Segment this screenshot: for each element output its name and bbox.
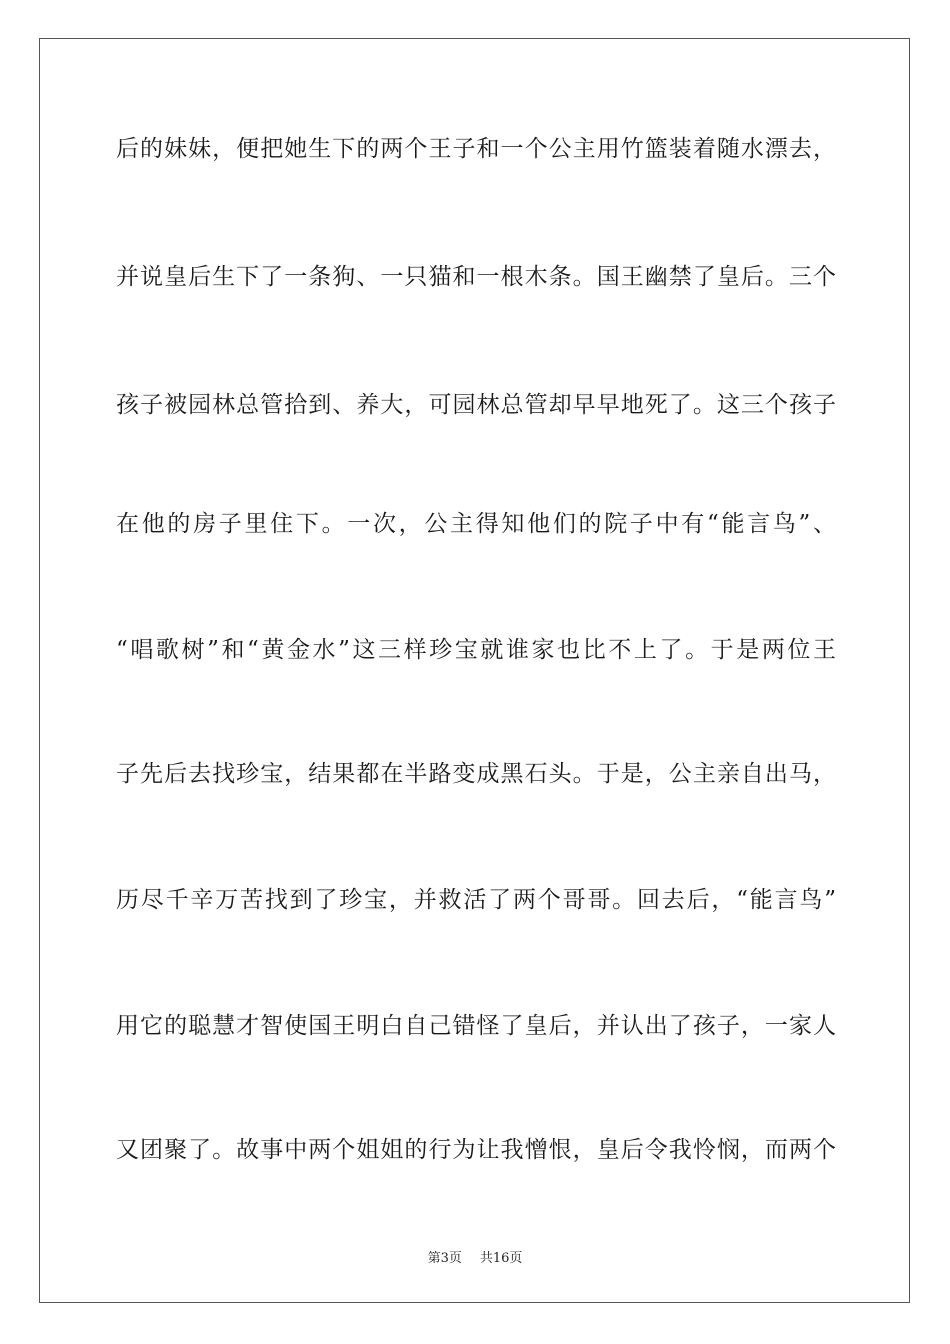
text-line: 用它的聪慧才智使国王明白自己错怪了皇后，并认出了孩子，一家人: [116, 1013, 836, 1039]
text-line: 并说皇后生下了一条狗、一只猫和一根木条。国王幽禁了皇后。三个: [116, 264, 836, 290]
text-line: 历尽千辛万苦找到了珍宝，并救活了两个哥哥。回去后，“能言鸟”: [116, 887, 836, 913]
text-line: 子先后去找珍宝，结果都在半路变成黑石头。于是，公主亲自出马，: [116, 761, 836, 787]
page-border: [39, 38, 910, 1303]
text-line: 在他的房子里住下。一次，公主得知他们的院子中有“能言鸟”、: [116, 511, 836, 537]
text-line: 又团聚了。故事中两个姐姐的行为让我憎恨，皇后令我怜悯，而两个: [116, 1137, 836, 1163]
text-line: 后的妹妹，便把她生下的两个王子和一个公主用竹篮装着随水漂去，: [116, 136, 836, 162]
page-total: 共16页: [479, 1251, 523, 1266]
page-footer: [0, 1247, 950, 1266]
text-line: 孩子被园林总管拾到、养大，可园林总管却早早地死了。这三个孩子: [116, 392, 836, 418]
text-line: “唱歌树”和“黄金水”这三样珍宝就谁家也比不上了。于是两位王: [116, 637, 836, 663]
page-number: 第3页: [427, 1251, 462, 1266]
